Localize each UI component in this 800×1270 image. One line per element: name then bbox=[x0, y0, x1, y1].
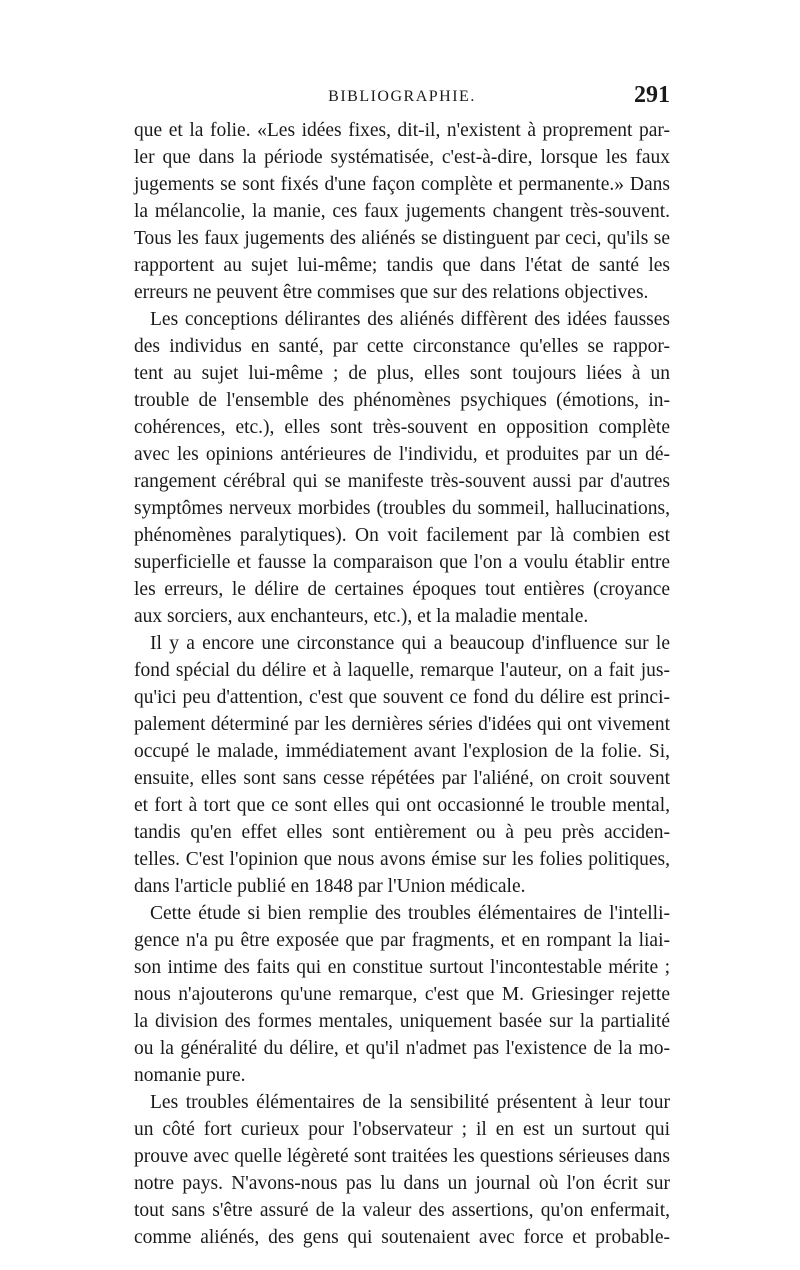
text-line: jugements se sont fixés d'une façon complète et permanente.» Dans bbox=[134, 174, 670, 195]
text-line: fond spécial du délire et à laquelle, remarque l'auteur, on a fait jus- bbox=[134, 660, 670, 681]
text-line: ensuite, elles sont sans cesse répétées par l'aliéné, on croit souvent bbox=[134, 768, 670, 789]
running-head bbox=[134, 82, 670, 112]
text-line: ou la généralité du délire, et qu'il n'admet pas l'existence de la mo- bbox=[134, 1038, 670, 1059]
text-line: Tous les faux jugements des aliénés se distinguent par ceci, qu'ils se bbox=[134, 228, 670, 249]
page-number: 291 bbox=[634, 82, 670, 108]
text-line: ler que dans la période systématisée, c'est-à-dire, lorsque les faux bbox=[134, 147, 670, 168]
text-line: rapportent au sujet lui-même; tandis que dans l'état de santé les bbox=[134, 255, 670, 276]
text-line: telles. C'est l'opinion que nous avons émise sur les folies politiques, bbox=[134, 849, 670, 870]
text-line: occupé le malade, immédiatement avant l'explosion de la folie. Si, bbox=[134, 741, 670, 762]
text-line: nous n'ajouterons qu'une remarque, c'est que M. Griesinger rejette bbox=[134, 984, 670, 1005]
text-line: la division des formes mentales, uniquement basée sur la partialité bbox=[134, 1011, 670, 1032]
text-line: erreurs ne peuvent être commises que sur des relations objectives. bbox=[134, 282, 649, 303]
text-line: que et la folie. «Les idées fixes, dit-il, n'existent à proprement par- bbox=[134, 120, 670, 141]
text-line: symptômes nerveux morbides (troubles du sommeil, hallucinations, bbox=[134, 498, 670, 519]
text-line: rangement cérébral qui se manifeste très-souvent aussi par d'autres bbox=[134, 471, 670, 492]
text-line: tent au sujet lui-même ; de plus, elles sont toujours liées à un bbox=[134, 363, 670, 384]
text-line: nomanie pure. bbox=[134, 1065, 246, 1086]
text-line: comme aliénés, des gens qui soutenaient avec force et probable- bbox=[134, 1227, 670, 1248]
text-line: gence n'a pu être exposée que par fragments, et en rompant la liai- bbox=[134, 930, 670, 951]
body-text bbox=[134, 117, 670, 1251]
text-line: trouble de l'ensemble des phénomènes psychiques (émotions, in- bbox=[134, 390, 670, 411]
text-line: Les conceptions délirantes des aliénés diffèrent des idées fausses bbox=[150, 309, 670, 330]
text-line: des individus en santé, par cette circonstance qu'elles se rappor- bbox=[134, 336, 670, 357]
text-line: phénomènes paralytiques). On voit facilement par là combien est bbox=[134, 525, 670, 546]
text-line: cohérences, etc.), elles sont très-souvent en opposition complète bbox=[134, 417, 670, 438]
text-line: la mélancolie, la manie, ces faux jugements changent très-souvent. bbox=[134, 201, 670, 222]
text-line: avec les opinions antérieures de l'individu, et produites par un dé- bbox=[134, 444, 670, 465]
text-line: aux sorciers, aux enchanteurs, etc.), et la maladie mentale. bbox=[134, 606, 589, 627]
text-line: un côté fort curieux pour l'observateur ; il en est un surtout qui bbox=[134, 1119, 670, 1140]
text-line: qu'ici peu d'attention, c'est que souvent ce fond du délire est princi- bbox=[134, 687, 670, 708]
text-line: tout sans s'être assuré de la valeur des assertions, qu'on enfermait, bbox=[134, 1200, 670, 1221]
text-line: notre pays. N'avons-nous pas lu dans un journal où l'on écrit sur bbox=[134, 1173, 670, 1194]
text-line: tandis qu'en effet elles sont entièrement ou à peu près acciden- bbox=[134, 822, 670, 843]
text-line: les erreurs, le délire de certaines époques tout entières (croyance bbox=[134, 579, 670, 600]
text-line: son intime des faits qui en constitue surtout l'incontestable mérite ; bbox=[134, 957, 670, 978]
text-line: palement déterminé par les dernières séries d'idées qui ont vivement bbox=[134, 714, 670, 735]
text-line: Il y a encore une circonstance qui a beaucoup d'influence sur le bbox=[150, 633, 670, 654]
text-line: Cette étude si bien remplie des troubles élémentaires de l'intelli- bbox=[150, 903, 670, 924]
text-line: superficielle et fausse la comparaison que l'on a voulu établir entre bbox=[134, 552, 670, 573]
text-line: prouve avec quelle légèreté sont traitées les questions sérieuses dans bbox=[134, 1146, 670, 1167]
running-title: BIBLIOGRAPHIE. bbox=[328, 88, 476, 105]
text-line: dans l'article publié en 1848 par l'Union médicale. bbox=[134, 876, 526, 897]
text-line: Les troubles élémentaires de la sensibilité présentent à leur tour bbox=[150, 1092, 670, 1113]
text-line: et fort à tort que ce sont elles qui ont occasionné le trouble mental, bbox=[134, 795, 670, 816]
